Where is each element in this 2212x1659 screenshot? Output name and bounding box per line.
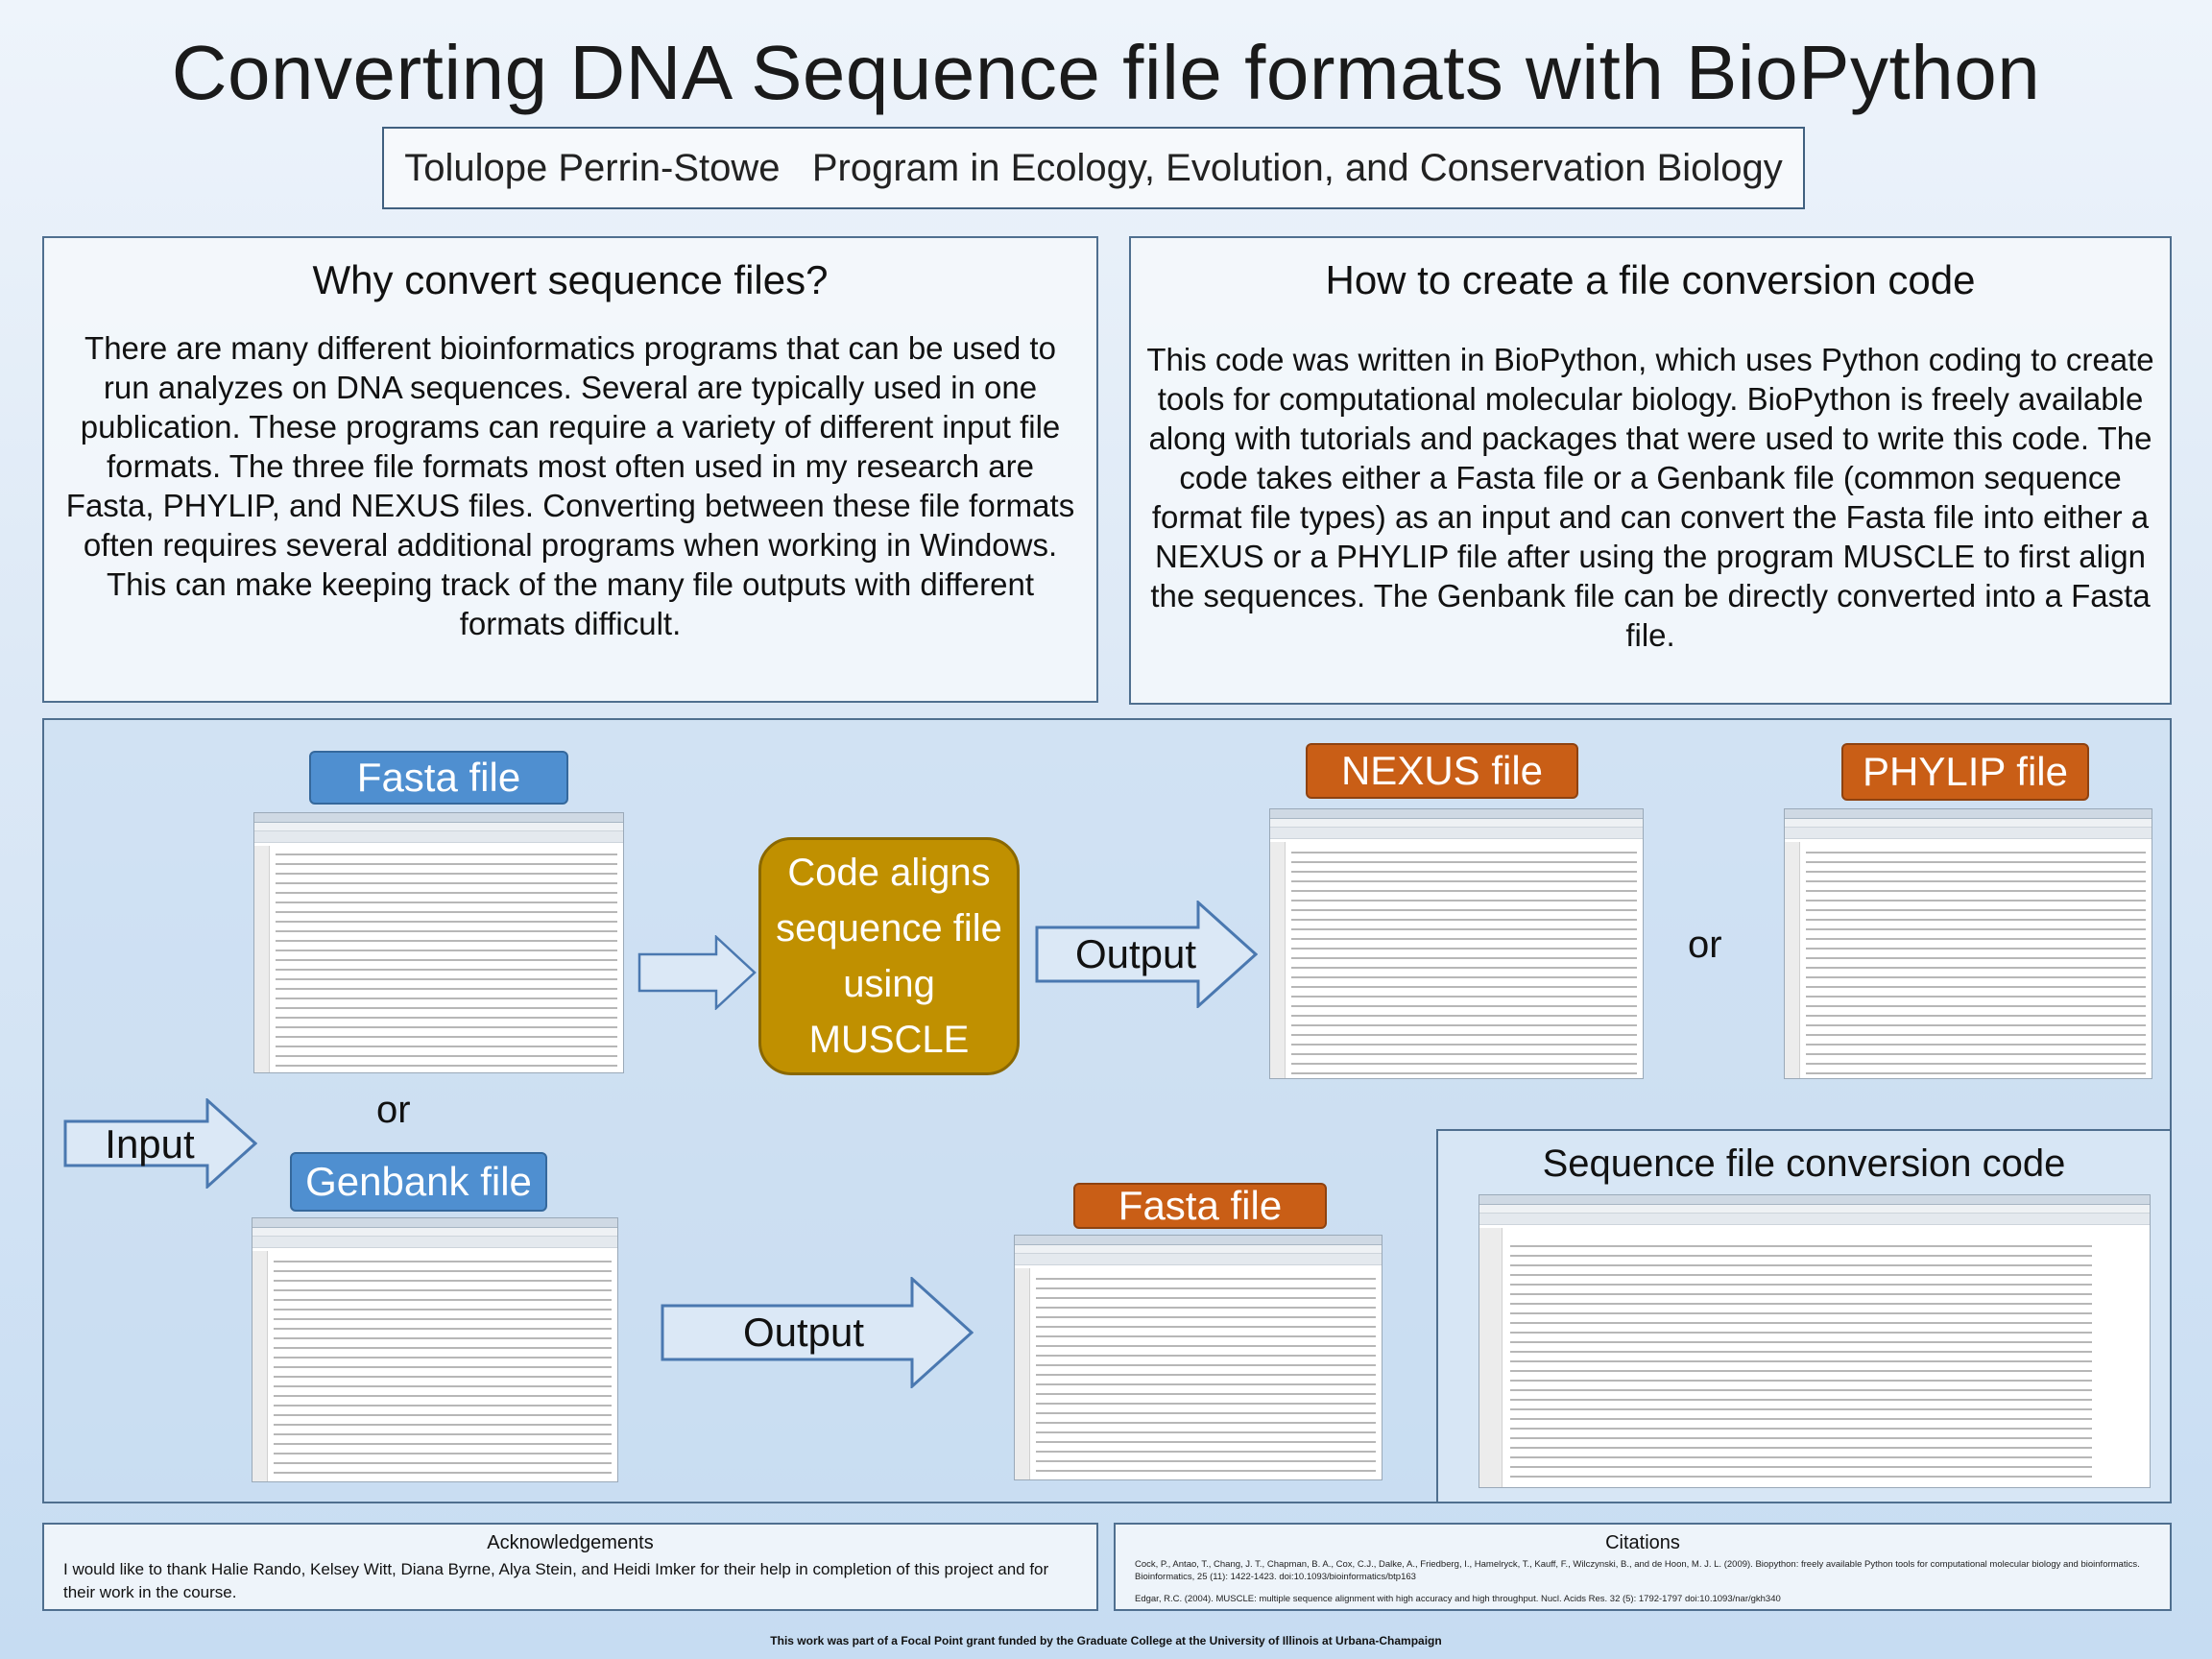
- how-body: This code was written in BioPython, which uses Python coding to create tools for computational molecular biology. BioPython is freely available along with tutorials and packages that were used to write this code. The code takes either a Fasta file or a Genbank file (common sequence format file types) as an input and can convert the Fasta file into either a NEXUS or a PHYLIP file after using the program MUSCLE to first align the sequences. The Genbank file can be directly converted into a Fasta file.: [1146, 342, 2154, 653]
- fasta-output-text-lines: [1036, 1274, 1376, 1476]
- muscle-align-box: Code aligns sequence file using MUSCLE: [758, 837, 1020, 1075]
- line-gutter: [254, 846, 270, 1072]
- window-titlebar: [1785, 809, 2152, 819]
- pycharm-code-screenshot: [1479, 1194, 2151, 1488]
- toolbar: [1015, 1254, 1382, 1265]
- arrow-to-muscle: [637, 935, 757, 1010]
- toolbar: [252, 1237, 617, 1248]
- toolbar: [1785, 828, 2152, 839]
- funding-footer: This work was part of a Focal Point grant funded by the Graduate College at the University of Illinois at Urbana-Champaign: [770, 1634, 1442, 1647]
- python-code-lines: [1510, 1241, 2092, 1483]
- genbank-screenshot: [252, 1217, 618, 1482]
- window-titlebar: [254, 813, 623, 823]
- nexus-screenshot: [1269, 808, 1644, 1079]
- window-titlebar: [1270, 809, 1643, 819]
- menu-bar: [1785, 819, 2152, 828]
- citation-biopython: Cock, P., Antao, T., Chang, J. T., Chapman, B. A., Cox, C.J., Dalke, A., Friedberg, I., Hamelryck, T., Kauff, F., Wilczynski, B., and de Hoon, M. J. L. (2009). Biopython: freely available Python tools for computational molecular biology and bioinformatics. Bioinformatics, 25 (11): 1422-1423. doi:10.1093/bioinformatics/btp163: [1135, 1559, 2140, 1582]
- line-gutter: [252, 1251, 268, 1481]
- nexus-tag: NEXUS file: [1306, 743, 1578, 799]
- nexus-text-lines: [1291, 848, 1637, 1074]
- fasta-output-screenshot: [1014, 1235, 1382, 1480]
- menu-bar: [1479, 1205, 2150, 1214]
- how-heading: How to create a file conversion code: [1325, 257, 1976, 302]
- code-panel: [1436, 1129, 2172, 1503]
- why-heading: Why convert sequence files?: [312, 257, 829, 302]
- code-panel-heading: Sequence file conversion code: [1542, 1142, 2066, 1185]
- author-name: Tolulope Perrin-Stowe: [404, 146, 781, 189]
- why-convert-panel: [42, 236, 1098, 703]
- line-gutter: [1785, 842, 1800, 1078]
- program-name: Program in Ecology, Evolution, and Conservation Biology: [811, 146, 1783, 189]
- line-gutter: [1015, 1268, 1030, 1479]
- or-label-1: or: [1688, 924, 1722, 966]
- line-gutter: [1270, 842, 1286, 1078]
- menu-bar: [254, 823, 623, 831]
- acknowledgements-body: I would like to thank Halie Rando, Kelsey Witt, Diana Byrne, Alya Stein, and Heidi Imker for their help in completion of this project and for their work in the course.: [63, 1560, 1049, 1601]
- why-body: There are many different bioinformatics programs that can be used to run analyzes on DNA sequences. Several are typically used in one publication. These programs can require a variety of different input file formats. The three file formats most often used in my research are Fasta, PHYLIP, and NEXUS files. Converting between these file formats often requires several additional programs when working in Windows. This can make keeping track of the many file outputs with different formats difficult.: [65, 330, 1075, 641]
- acknowledgements-panel: [42, 1523, 1098, 1611]
- toolbar: [1479, 1214, 2150, 1225]
- how-to-create-panel: [1129, 236, 2172, 705]
- output-label-1: Output: [1074, 931, 1197, 976]
- acknowledgements-heading: Acknowledgements: [487, 1532, 654, 1553]
- genbank-tag: Genbank file: [290, 1152, 547, 1212]
- poster-title: Converting DNA Sequence file formats with BioPython: [171, 30, 2041, 115]
- toolbar: [254, 831, 623, 843]
- window-titlebar: [252, 1218, 617, 1228]
- citations-panel: [1114, 1523, 2172, 1611]
- toolbar: [1270, 828, 1643, 839]
- or-label-2: or: [376, 1089, 411, 1131]
- spacer: [781, 147, 812, 190]
- menu-bar: [1015, 1245, 1382, 1254]
- output-fasta-tag: Fasta file: [1073, 1183, 1327, 1229]
- menu-bar: [1270, 819, 1643, 828]
- phylip-text-lines: [1806, 848, 2146, 1074]
- line-gutter: [1479, 1228, 1503, 1487]
- sequence-text-lines: [276, 850, 617, 1069]
- window-titlebar: [1479, 1195, 2150, 1205]
- fasta-input-screenshot: [253, 812, 624, 1073]
- author-affiliation-box: [382, 127, 1805, 209]
- input-fasta-tag: Fasta file: [309, 751, 568, 805]
- genbank-text-lines: [274, 1257, 612, 1478]
- citation-muscle: Edgar, R.C. (2004). MUSCLE: multiple sequence alignment with high accuracy and high throughput. Nucl. Acids Res. 32 (5): 1792-1797 doi:10.1093/nar/gkh340: [1135, 1594, 1781, 1604]
- menu-bar: [252, 1228, 617, 1237]
- citations-heading: Citations: [1605, 1532, 1680, 1553]
- phylip-screenshot: [1784, 808, 2152, 1079]
- phylip-tag: PHYLIP file: [1841, 743, 2089, 801]
- output-label-2: Output: [742, 1310, 865, 1355]
- input-label: Input: [105, 1121, 195, 1166]
- window-titlebar: [1015, 1236, 1382, 1245]
